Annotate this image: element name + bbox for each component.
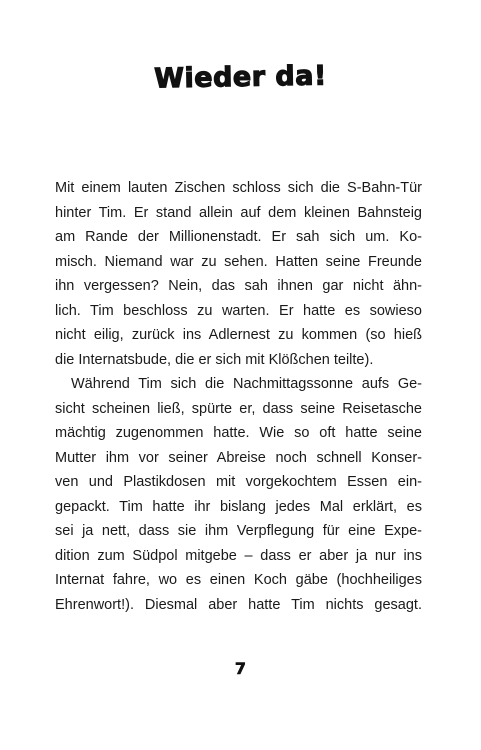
text-line: sei ja nett, dass sie ihm Verpflegung für eine Expe- bbox=[55, 523, 422, 539]
text-line: lich. Tim beschloss zu warten. Er hatte es sowieso bbox=[55, 302, 422, 319]
text-line: ven und Plastikdosen mit vorgekochtem Essen ein- bbox=[55, 474, 422, 490]
text-line: dition zum Südpol mitgebe – dass er aber ja nur ins bbox=[55, 547, 422, 564]
text-line: am Rande der Millionenstadt. Er sah sich um. Ko- bbox=[55, 229, 422, 245]
paragraph-2 bbox=[55, 372, 422, 617]
text-line: Mutter ihm vor seiner Abreise noch schnell Konser- bbox=[55, 449, 422, 466]
text-line: ihn vergessen? Nein, das sah ihnen gar nicht ähn- bbox=[55, 278, 422, 294]
text-line: gepackt. Tim hatte ihr bislang jedes Mal erklärt, es bbox=[55, 498, 422, 515]
text-line: hinter Tim. Er stand allein auf dem kleinen Bahnsteig bbox=[55, 204, 422, 221]
chapter-title: Wieder da! bbox=[153, 60, 328, 95]
paragraph-1 bbox=[55, 176, 422, 372]
text-line: Internat fahre, wo es einen Koch gäbe (hochheiliges bbox=[55, 572, 422, 588]
body-text bbox=[55, 176, 422, 617]
text-line: sicht scheinen ließ, spürte er, dass seine Reisetasche bbox=[55, 400, 422, 417]
text-line: mächtig zugenommen hatte. Wie so oft hatte seine bbox=[55, 425, 422, 441]
page-number: 7 bbox=[234, 659, 247, 678]
text-line: Während Tim sich die Nachmittagssonne aufs Ge- bbox=[71, 376, 422, 392]
text-line: nicht eilig, zurück ins Adlernest zu kommen (so hieß bbox=[55, 327, 422, 343]
text-line: die Internatsbude, die er sich mit Klößchen teilte). bbox=[55, 351, 374, 368]
text-line: Mit einem lauten Zischen schloss sich die S-Bahn-Tür bbox=[55, 180, 422, 196]
text-line: misch. Niemand war zu sehen. Hatten seine Freunde bbox=[55, 253, 422, 270]
text-line: Ehrenwort!). Diesmal aber hatte Tim nichts gesagt. bbox=[55, 596, 422, 613]
